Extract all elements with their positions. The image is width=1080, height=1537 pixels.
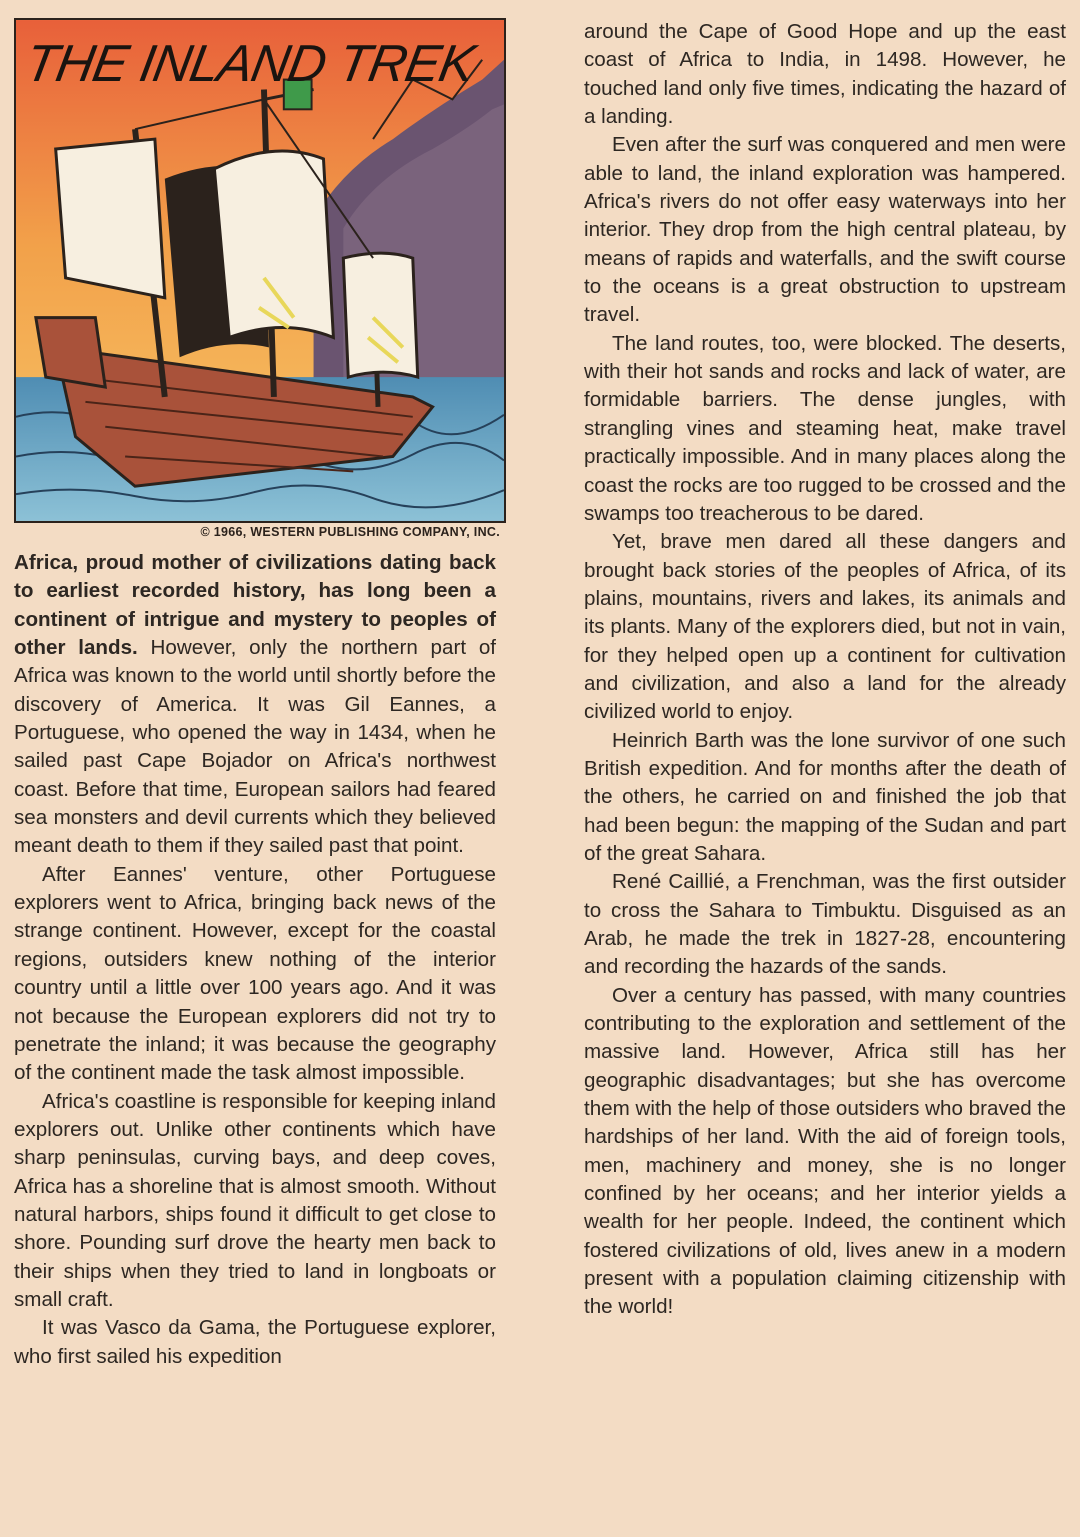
paragraph-4-start: It was Vasco da Gama, the Portuguese explorer, who first sailed his expedition — [14, 1316, 496, 1368]
paragraph-10: Over a century has passed, with many countries contributing to the exploration and settlement of the massive land. However, Africa still has her geographic disadvantages; but she has overcome them with the help of those outsiders who braved the hardships of her land. With the aid of foreign tools, men, machinery and money, she is no longer confined by her oceans; and her interior yields a wealth for her people. Indeed, the continent which fostered civilizations of old, lives anew in a modern present with a population claiming citizenship with the world! — [584, 983, 1066, 1319]
paragraph-2: After Eannes' venture, other Portuguese explorers went to Africa, bringing back news of the strange continent. However, except for the coastal regions, outsiders knew nothing of the interior country until a little over 100 years ago. And it was not because the European explorers did not try to penetrate the inland; it was because the geography of the continent made the task almost impossible. — [14, 862, 496, 1085]
lead-sentence: Africa, proud mother of civilizations dating back to earliest recorded history, has long been a continent of intrigue and mystery to peoples of other lands. — [14, 551, 496, 660]
paragraph-9: René Caillié, a Frenchman, was the first outsider to cross the Sahara to Timbuktu. Disguised as an Arab, he made the trek in 1827-28, encountering and recording the hazards of the sands. — [584, 870, 1066, 979]
paragraph-7: Yet, brave men dared all these dangers and brought back stories of the peoples of Africa, of its plains, mountains, rivers and lakes, its animals and its plants. Many of the explorers died, but not in vain, for they helped open up a continent for cultivation and civilization, and also a land for the already civilized world to enjoy. — [584, 530, 1066, 724]
copyright-notice: © 1966, WESTERN PUBLISHING COMPANY, INC. — [200, 525, 500, 539]
text-column-right — [584, 18, 1066, 1322]
ship-illustration-panel — [14, 18, 506, 523]
paragraph-6: The land routes, too, were blocked. The deserts, with their hot sands and rocks and lack of water, are formidable barriers. The dense jungles, with strangling vines and steaming heat, make travel practically impossible. And in many places along the coast the rocks are too rugged to be crossed and the swamps too treacherous to be dared. — [584, 331, 1066, 525]
paragraph-3: Africa's coastline is responsible for keeping inland explorers out. Unlike other continents which have sharp peninsulas, curving bays, and deep coves, Africa has a shoreline that is almost smooth. Without natural harbors, ships found it difficult to get close to shore. Pounding surf drove the hearty men back to their ships when they tried to land in longboats or small craft. — [14, 1089, 496, 1311]
paragraph-1-rest: However, only the northern part of Africa was known to the world until shortly before the discovery of America. It was Gil Eannes, a Portuguese, who opened the way in 1434, when he sailed past Cape Bojador on Africa's northwest coast. Before that time, European sailors had feared sea monsters and devil currents which they believed meant death to them if they sailed past that point. — [14, 636, 496, 858]
panel-title: THE INLAND TREK — [20, 35, 479, 93]
paragraph-4-continued: around the Cape of Good Hope and up the east coast of Africa to India, in 1498. However, he touched land only five times, indicating the hazard of a landing. — [584, 20, 1066, 129]
paragraph-8: Heinrich Barth was the lone survivor of one such British expedition. And for months after the death of the others, he carried on and finished the job that had been begun: the mapping of the Sudan and part of the great Sahara. — [584, 728, 1066, 865]
text-column-left — [14, 549, 496, 1371]
paragraph-1 — [14, 549, 496, 861]
paragraph-5: Even after the surf was conquered and men were able to land, the inland exploration was hampered. Africa's rivers do not offer easy waterways into her interior. They drop from the high central plateau, by means of rapids and waterfalls, and the swift course to the oceans is a great obstruction to upstream travel. — [584, 133, 1066, 327]
